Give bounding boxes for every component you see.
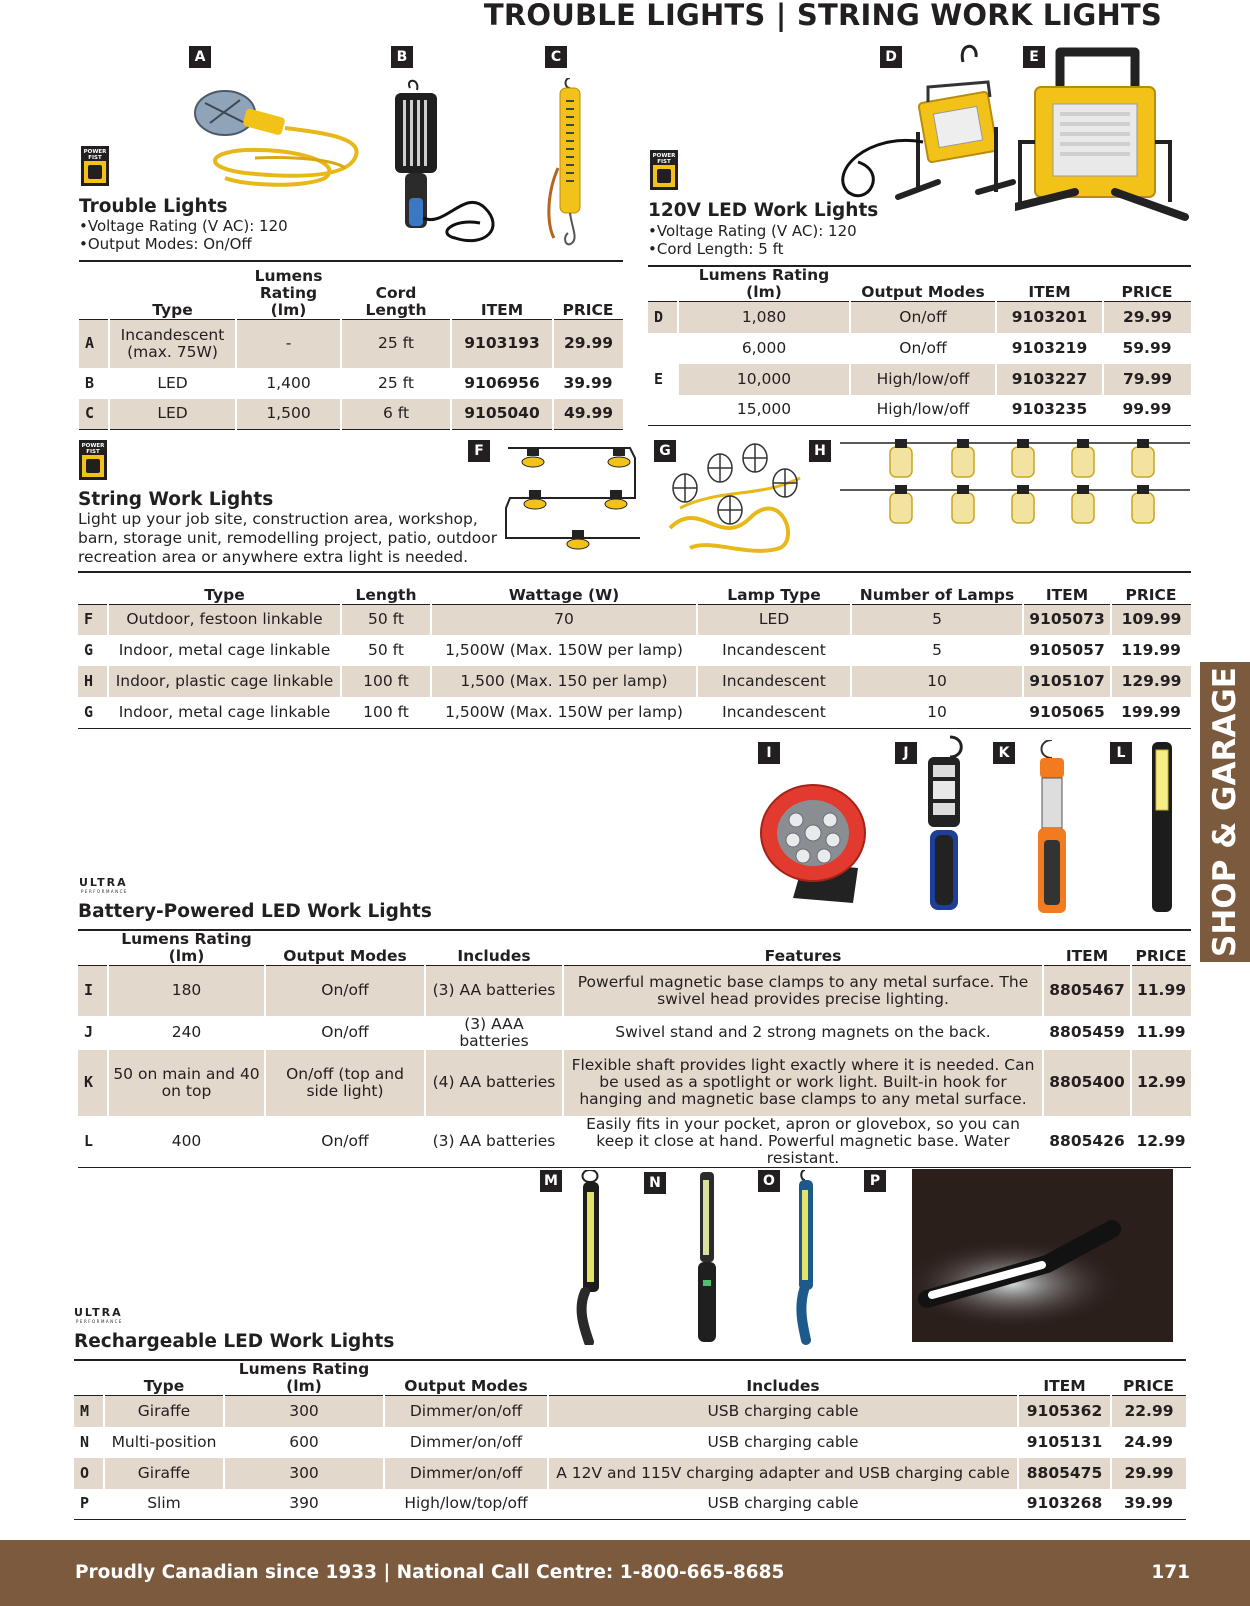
row-length: 50 ft <box>368 641 404 659</box>
svg-text:POWER: POWER <box>652 153 676 159</box>
label-h: H <box>809 440 831 462</box>
row-price: 29.99 <box>1111 1458 1186 1489</box>
col-type: Type <box>204 585 245 604</box>
rechargeable-light-n-image <box>690 1172 720 1347</box>
row-wattage: 1,500 (Max. 150 per lamp) <box>431 666 697 697</box>
spec-voltage: •Voltage Rating (V AC): 120 <box>648 222 857 240</box>
row-price: 119.99 <box>1121 641 1181 659</box>
string-light-g-image <box>660 438 810 558</box>
table-row <box>74 1489 1186 1520</box>
row-type: Slim <box>147 1494 181 1513</box>
row-type: Multi-position <box>111 1432 217 1451</box>
battery-light-i-image <box>758 778 870 908</box>
spec-output-modes: •Output Modes: On/Off <box>79 235 252 253</box>
label-n: N <box>644 1172 666 1194</box>
row-lamp-type: Incandescent <box>697 666 851 697</box>
row-price: 11.99 <box>1136 1023 1186 1041</box>
power-fist-logo-trouble <box>81 146 109 186</box>
row-key: B <box>85 373 95 392</box>
battery-light-k-image <box>1030 740 1075 918</box>
col-includes: Includes <box>746 1377 820 1395</box>
row-key <box>648 333 678 364</box>
col-includes: Includes <box>457 947 531 965</box>
row-price: 12.99 <box>1131 1050 1191 1116</box>
row-modes: On/off <box>265 966 425 1016</box>
row-modes: On/off <box>899 338 947 357</box>
row-lumens: 300 <box>224 1396 384 1427</box>
row-length: 100 ft <box>341 666 431 697</box>
row-lumens: 600 <box>289 1432 319 1451</box>
col-item: ITEM <box>1043 1377 1086 1395</box>
side-tab-label: SHOP & GARAGE <box>1207 667 1243 957</box>
row-price: 49.99 <box>553 399 623 430</box>
row-lumens: 1,400 <box>266 373 311 392</box>
table-row <box>78 1050 1191 1116</box>
label-b: B <box>391 46 413 68</box>
col-lumens: Lumens Rating (lm) <box>238 1360 370 1395</box>
table-row <box>648 395 1191 426</box>
row-features: Swivel stand and 2 strong magnets on the back. <box>615 1023 991 1041</box>
row-key: L <box>84 1131 94 1150</box>
row-price: 199.99 <box>1121 702 1181 721</box>
row-cord: 25 ft <box>378 373 414 392</box>
string-work-lights-title: String Work Lights <box>78 489 274 510</box>
row-key: M <box>74 1396 104 1427</box>
row-features: Powerful magnetic base clamps to any metal surface. The swivel head provides precise lighting. <box>563 966 1043 1016</box>
row-key: G <box>84 641 94 659</box>
trouble-lights-title: Trouble Lights <box>79 196 228 217</box>
row-lamp-type: LED <box>697 604 851 635</box>
svg-text:POWER: POWER <box>81 443 105 449</box>
row-key: P <box>80 1494 90 1513</box>
row-lumens: 240 <box>171 1023 202 1041</box>
table-row <box>74 1396 1186 1427</box>
row-item: 9106956 <box>464 373 540 392</box>
footer-contact: Proudly Canadian since 1933 | National Call Centre: 1-800-665-8685 <box>75 1562 785 1583</box>
trouble-lights-table <box>79 268 623 430</box>
col-price: PRICE <box>1125 585 1177 604</box>
row-key: C <box>79 399 109 430</box>
col-key <box>79 268 109 320</box>
col-lamp-type: Lamp Type <box>727 585 821 604</box>
row-item: 9105065 <box>1029 702 1105 721</box>
power-fist-logo-string <box>79 440 107 480</box>
table-row <box>648 333 1191 364</box>
row-modes: High/low/top/off <box>404 1494 528 1513</box>
row-price: 12.99 <box>1136 1131 1186 1150</box>
col-length: Length <box>355 585 417 604</box>
col-number-of-lamps: Number of Lamps <box>859 585 1015 604</box>
col-key <box>74 1361 104 1396</box>
col-item: ITEM <box>1065 947 1109 965</box>
row-price: 39.99 <box>1123 1494 1174 1513</box>
label-m: M <box>540 1170 562 1192</box>
row-key: N <box>80 1432 90 1451</box>
row-type: Indoor, metal cage linkable <box>118 702 331 721</box>
table-row <box>78 635 1191 666</box>
footer <box>0 1540 1250 1606</box>
power-fist-logo-led <box>650 150 678 190</box>
label-g: G <box>654 440 676 462</box>
battery-light-j-image <box>920 735 965 915</box>
battery-lights-title: Battery-Powered LED Work Lights <box>78 901 432 922</box>
row-item: 8805467 <box>1043 966 1131 1016</box>
row-lamp-count: 5 <box>851 604 1023 635</box>
row-includes: A 12V and 115V charging adapter and USB charging cable <box>548 1458 1018 1489</box>
rechargeable-light-p-image <box>912 1169 1173 1342</box>
row-lumens: - <box>236 320 341 368</box>
row-lumens: 10,000 <box>678 364 850 395</box>
battery-light-l-image <box>1147 740 1177 915</box>
row-lamp-type: Incandescent <box>722 641 826 659</box>
row-item: 8805459 <box>1049 1023 1125 1041</box>
row-price: 24.99 <box>1123 1432 1174 1451</box>
row-lamp-type: Incandescent <box>722 702 826 721</box>
col-output-modes: Output Modes <box>283 947 407 965</box>
svg-text:FIST: FIST <box>86 449 100 455</box>
row-item: 9105131 <box>1026 1432 1103 1451</box>
table-row <box>78 1016 1191 1050</box>
led-work-light-e-image <box>1015 42 1190 227</box>
row-price: 29.99 <box>1103 302 1191 333</box>
row-key <box>648 395 678 426</box>
row-cord: 25 ft <box>341 320 451 368</box>
row-includes: USB charging cable <box>707 1494 859 1513</box>
ultra-logo-text: ULTRA <box>79 876 128 889</box>
row-cord: 6 ft <box>341 399 451 430</box>
row-lumens: 50 on main and 40 on top <box>108 1050 265 1116</box>
col-wattage: Wattage (W) <box>508 585 620 604</box>
row-lumens: 390 <box>289 1494 319 1513</box>
table-row <box>648 364 1191 395</box>
row-key: I <box>78 966 108 1016</box>
row-item: 9105057 <box>1029 641 1105 659</box>
row-modes: High/low/off <box>850 364 996 395</box>
row-item: 9105362 <box>1018 1396 1111 1427</box>
label-e: E <box>1023 46 1045 68</box>
col-lumens: Lumens Rating (lm) <box>121 930 252 965</box>
row-lumens: 1,500 <box>236 399 341 430</box>
page-title: TROUBLE LIGHTS | STRING WORK LIGHTS <box>483 0 1162 32</box>
row-key: A <box>79 320 109 368</box>
row-item: 9103201 <box>996 302 1103 333</box>
row-lamp-count: 10 <box>851 666 1023 697</box>
row-key: J <box>84 1023 94 1041</box>
row-item: 8805475 <box>1018 1458 1111 1489</box>
col-key <box>648 267 678 302</box>
table-row <box>78 966 1191 1016</box>
col-item: ITEM <box>1045 585 1089 604</box>
svg-text:FIST: FIST <box>88 155 102 161</box>
row-lumens: 6,000 <box>741 338 787 357</box>
row-item: 9105107 <box>1023 666 1111 697</box>
row-key: E <box>648 364 678 395</box>
row-lumens: 15,000 <box>736 400 792 419</box>
table-row <box>78 697 1191 728</box>
row-lumens: 180 <box>108 966 265 1016</box>
ultra-logo-text: ULTRA <box>74 1306 123 1319</box>
row-key: F <box>78 604 108 635</box>
row-wattage: 1,500W (Max. 150W per lamp) <box>445 702 683 721</box>
rechargeable-lights-table <box>74 1361 1186 1520</box>
row-modes: Dimmer/on/off <box>384 1396 548 1427</box>
row-includes: (4) AA batteries <box>425 1050 563 1116</box>
label-f: F <box>468 440 490 462</box>
col-lumens: Lumens Rating (lm) <box>254 267 323 319</box>
row-includes: (3) AA batteries <box>432 1131 556 1150</box>
row-price: 39.99 <box>563 373 613 392</box>
string-work-lights-table <box>78 573 1191 729</box>
svg-text:FIST: FIST <box>657 159 671 165</box>
row-item: 9105040 <box>451 399 553 430</box>
row-lamp-count: 5 <box>932 641 942 659</box>
trouble-light-b-image <box>385 78 515 253</box>
row-includes: USB charging cable <box>707 1432 859 1451</box>
col-item: ITEM <box>1028 283 1071 301</box>
row-price: 109.99 <box>1111 604 1191 635</box>
row-includes: (3) AAA batteries <box>459 1014 529 1050</box>
ultra-logo-battery <box>79 876 169 894</box>
label-c: C <box>545 46 567 68</box>
row-item: 9103193 <box>451 320 553 368</box>
row-length: 50 ft <box>341 604 431 635</box>
row-item: 9103219 <box>1011 338 1088 357</box>
battery-lights-table <box>78 931 1191 1168</box>
trouble-light-a-image <box>185 78 370 193</box>
table-row <box>78 666 1191 697</box>
row-lumens: 400 <box>171 1131 202 1150</box>
page-number: 171 <box>1151 1562 1190 1583</box>
table-row <box>74 1458 1186 1489</box>
spec-cord-length: •Cord Length: 5 ft <box>648 240 784 258</box>
row-features: Flexible shaft provides light exactly where it is needed. Can be used as a spotlight or work light. Built-in hook for hanging and magnetic base clamps to any metal surface. <box>563 1050 1043 1116</box>
row-item: 8805426 <box>1049 1131 1125 1150</box>
col-type: Type <box>143 1377 185 1395</box>
row-item: 8805400 <box>1043 1050 1131 1116</box>
row-type: LED <box>157 373 188 392</box>
row-key: K <box>78 1050 108 1116</box>
rule <box>79 260 623 262</box>
row-type: Outdoor, festoon linkable <box>108 604 341 635</box>
col-type: Type <box>152 301 193 319</box>
col-features: Features <box>764 947 842 965</box>
table-row <box>79 368 623 399</box>
led-work-light-d-image <box>828 42 1018 207</box>
row-lamp-count: 10 <box>927 702 947 721</box>
row-price: 99.99 <box>1122 400 1172 419</box>
col-price: PRICE <box>1135 947 1187 965</box>
row-modes: On/off <box>850 302 996 333</box>
label-p: P <box>864 1170 886 1192</box>
string-light-h-image <box>840 435 1190 530</box>
col-price: PRICE <box>1122 1377 1175 1395</box>
row-type: Giraffe <box>104 1458 224 1489</box>
label-k: K <box>993 742 1015 764</box>
table-row <box>74 1427 1186 1458</box>
row-features: Easily fits in your pocket, apron or glovebox, so you can keep it close at hand. Powerful magnetic base. Water resistant. <box>586 1114 1020 1167</box>
svg-text:POWER: POWER <box>83 149 107 155</box>
row-item: 9105073 <box>1023 604 1111 635</box>
rechargeable-light-m-image <box>575 1170 605 1345</box>
spec-voltage: •Voltage Rating (V AC): 120 <box>79 217 288 235</box>
row-price: 11.99 <box>1131 966 1191 1016</box>
col-key <box>78 573 108 604</box>
row-price: 129.99 <box>1111 666 1191 697</box>
rechargeable-lights-title: Rechargeable LED Work Lights <box>74 1331 395 1352</box>
col-lumens: Lumens Rating (lm) <box>698 266 830 301</box>
row-modes: On/off <box>321 1023 369 1041</box>
row-item: 9103235 <box>1011 400 1088 419</box>
row-wattage: 70 <box>431 604 697 635</box>
row-price: 79.99 <box>1103 364 1191 395</box>
row-lumens: 300 <box>224 1458 384 1489</box>
row-price: 29.99 <box>553 320 623 368</box>
row-item: 9103227 <box>996 364 1103 395</box>
row-type: Giraffe <box>104 1396 224 1427</box>
row-item: 9103268 <box>1026 1494 1103 1513</box>
row-length: 100 ft <box>363 702 409 721</box>
col-cord-length: Cord Length <box>365 284 427 319</box>
col-item: ITEM <box>480 301 524 319</box>
row-price: 59.99 <box>1122 338 1172 357</box>
row-modes: High/low/off <box>876 400 970 419</box>
string-light-f-image <box>500 438 650 558</box>
row-modes: Dimmer/on/off <box>409 1432 523 1451</box>
row-modes: Dimmer/on/off <box>384 1458 548 1489</box>
trouble-light-c-image <box>540 78 595 248</box>
section-side-tab <box>1200 662 1250 962</box>
led-work-lights-title: 120V LED Work Lights <box>648 200 879 221</box>
row-modes: On/off <box>321 1131 369 1150</box>
string-work-lights-description: Light up your job site, construction area, workshop, barn, storage unit, remodelling project, patio, outdoor recreation area or anywhere extra light is needed. <box>78 510 498 566</box>
led-work-lights-table <box>648 267 1191 426</box>
table-row <box>648 302 1191 333</box>
row-type: Incandescent (max. 75W) <box>109 320 236 368</box>
label-j: J <box>895 742 917 764</box>
col-output-modes: Output Modes <box>861 283 985 301</box>
led-work-lights-specs <box>648 222 857 258</box>
row-includes: USB charging cable <box>548 1396 1018 1427</box>
row-key: G <box>84 702 94 721</box>
row-type: LED <box>109 399 236 430</box>
label-o: O <box>758 1170 780 1192</box>
ultra-logo-subtext: PERFORMANCE <box>81 889 128 894</box>
table-row <box>78 604 1191 635</box>
row-key: D <box>648 302 678 333</box>
label-d: D <box>880 46 902 68</box>
row-key: O <box>74 1458 104 1489</box>
row-lumens: 1,080 <box>678 302 850 333</box>
label-i: I <box>758 742 780 764</box>
row-type: Indoor, metal cage linkable <box>118 641 331 659</box>
col-output-modes: Output Modes <box>404 1377 528 1395</box>
ultra-logo-subtext: PERFORMANCE <box>76 1319 123 1324</box>
row-price: 22.99 <box>1111 1396 1186 1427</box>
col-price: PRICE <box>1121 283 1173 301</box>
row-key: H <box>78 666 108 697</box>
ultra-logo-rechargeable <box>74 1306 164 1324</box>
row-includes: (3) AA batteries <box>425 966 563 1016</box>
col-key <box>78 931 108 966</box>
table-row <box>78 1116 1191 1168</box>
table-row <box>79 320 623 368</box>
label-a: A <box>189 46 211 68</box>
row-wattage: 1,500W (Max. 150W per lamp) <box>445 641 683 659</box>
col-price: PRICE <box>562 301 614 319</box>
label-l: L <box>1110 742 1132 764</box>
row-modes: On/off (top and side light) <box>265 1050 425 1116</box>
rechargeable-light-o-image <box>790 1170 820 1345</box>
table-row <box>79 399 623 430</box>
row-type: Indoor, plastic cage linkable <box>108 666 341 697</box>
trouble-lights-specs <box>79 217 288 253</box>
